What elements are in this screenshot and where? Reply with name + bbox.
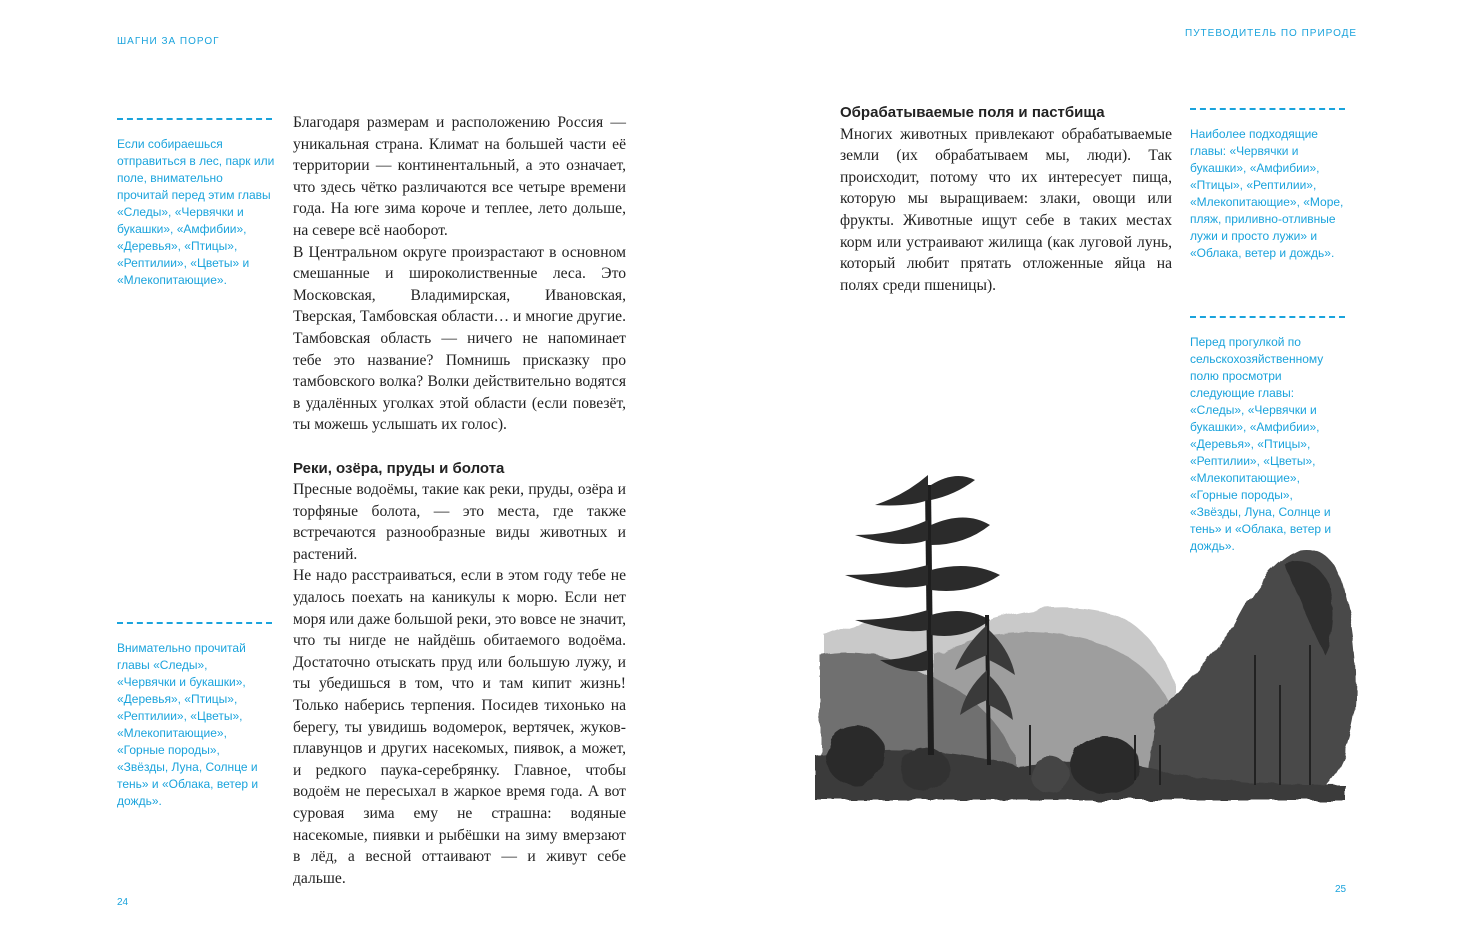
paragraph: Многих животных привлекают обрабатываемые земли (их обрабатываем мы, люди). Так происходит, потому что их интересует пища, которую мы выращиваем: злаки, овощи или фрукты. Животные ищут себе в таких местах корм или устраивают жилища (как луговой лунь, который любит прятать отложенные яйца на полях среди пшеницы).: [840, 125, 1172, 294]
sidenote-text: Внимательно прочитай главы «Следы», «Червячки и букашки», «Деревья», «Птицы», «Рептилии», «Цветы», «Млекопитающие», «Горные породы», «Звёзды, Луна, Солнце и тень» и «Облака, ветер и дождь».: [117, 641, 259, 808]
sidenote-text: Если собираешься отправиться в лес, парк или поле, внимательно прочитай перед этим главы «Следы», «Червячки и букашки», «Амфибии», «Деревья», «Птицы», «Рептилии», «Цветы» и «Млекопитающие».: [117, 137, 275, 287]
ink-landscape-illustration: [815, 455, 1365, 805]
paragraph: Благодаря размерам и расположению Россия — уникальная страна. Климат на большей части её территории — континентальный, а это означает, что здесь чётко различаются все четыре времени года. На юге зима короче и теплее, лето дольше, на севере всё наоборот.: [293, 114, 626, 239]
sidenote-text: Перед прогулкой по сельскохозяйственному полю просмотри следующие главы: «Следы», «Червячки и букашки», «Амфибии», «Деревья», «Птицы», «Рептилии», «Цветы», «Млекопитающие», «Горные породы», «Звёзды, Луна, Солнце и тень» и «Облака, ветер и дождь».: [1190, 335, 1332, 553]
page-number-left: 24: [117, 897, 129, 908]
sidenote-left-1: [117, 118, 277, 289]
sidenote-text: Наиболее подходящие главы: «Червячки и букашки», «Амфибии», «Птицы», «Рептилии», «Млекопитающие», «Море, пляж, приливно-отливные лужи и просто лужи» и «Облака, ветер и дождь».: [1190, 127, 1344, 260]
running-head-right: ПУТЕВОДИТЕЛЬ ПО ПРИРОДЕ: [1185, 28, 1358, 39]
page-number-right: 25: [1335, 884, 1347, 895]
paragraph: Не надо расстраиваться, если в этом году тебе не удалось поехать на каникулы к морю. Если нет моря или даже большой реки, это вовсе не значит, что ты нигде не найдёшь обитаемого водоёма. Достаточно отыскать пруд или большую лужу, и ты убедишься в том, что и там кипит жизнь! Только наберись терпения. Посидев тихонько на берегу, ты увидишь водомерок, вертячек, жуков-плавунцов и других насекомых, пиявок, а может, и редкого паука-серебрянку. Главное, чтобы водоём не пересыхал в жаркое время года. А вот суровая зима ему не страшна: водяные насекомые, пиявки и рыбёшки на зиму вмерзают в лёд, а весной оттаивают — и живут себе дальше.: [293, 567, 626, 887]
dashed-divider: [117, 118, 272, 120]
sidenote-right-1: [1190, 108, 1345, 262]
left-main-column: [293, 112, 626, 889]
section-heading-rivers: Реки, озёра, пруды и болота: [293, 459, 505, 477]
paragraph: Пресные водоёмы, такие как реки, пруды, озёра и торфяные болота, — это места, где также встречаются разнообразные виды животных и растений.: [293, 481, 626, 563]
right-main-column: [840, 102, 1172, 296]
sidenote-left-2: [117, 622, 267, 810]
running-head-left: ШАГНИ ЗА ПОРОГ: [117, 36, 220, 47]
dashed-divider: [1190, 108, 1345, 110]
section-heading-fields: Обрабатываемые поля и пастбища: [840, 104, 1105, 121]
dashed-divider: [117, 622, 272, 624]
paragraph: В Центральном округе произрастают в основном смешанные и широколиственные леса. Это Московская, Владимирская, Ивановская, Тверская, Тамбовская области… и многие другие. Тамбовская область — ничего не напоминает тебе это название? Помнишь присказку про тамбовского волка? Волки действительно водятся в удалённых уголках этой области (если повезёт, ты можешь услышать их голос).: [293, 243, 626, 434]
dashed-divider: [1190, 316, 1345, 318]
